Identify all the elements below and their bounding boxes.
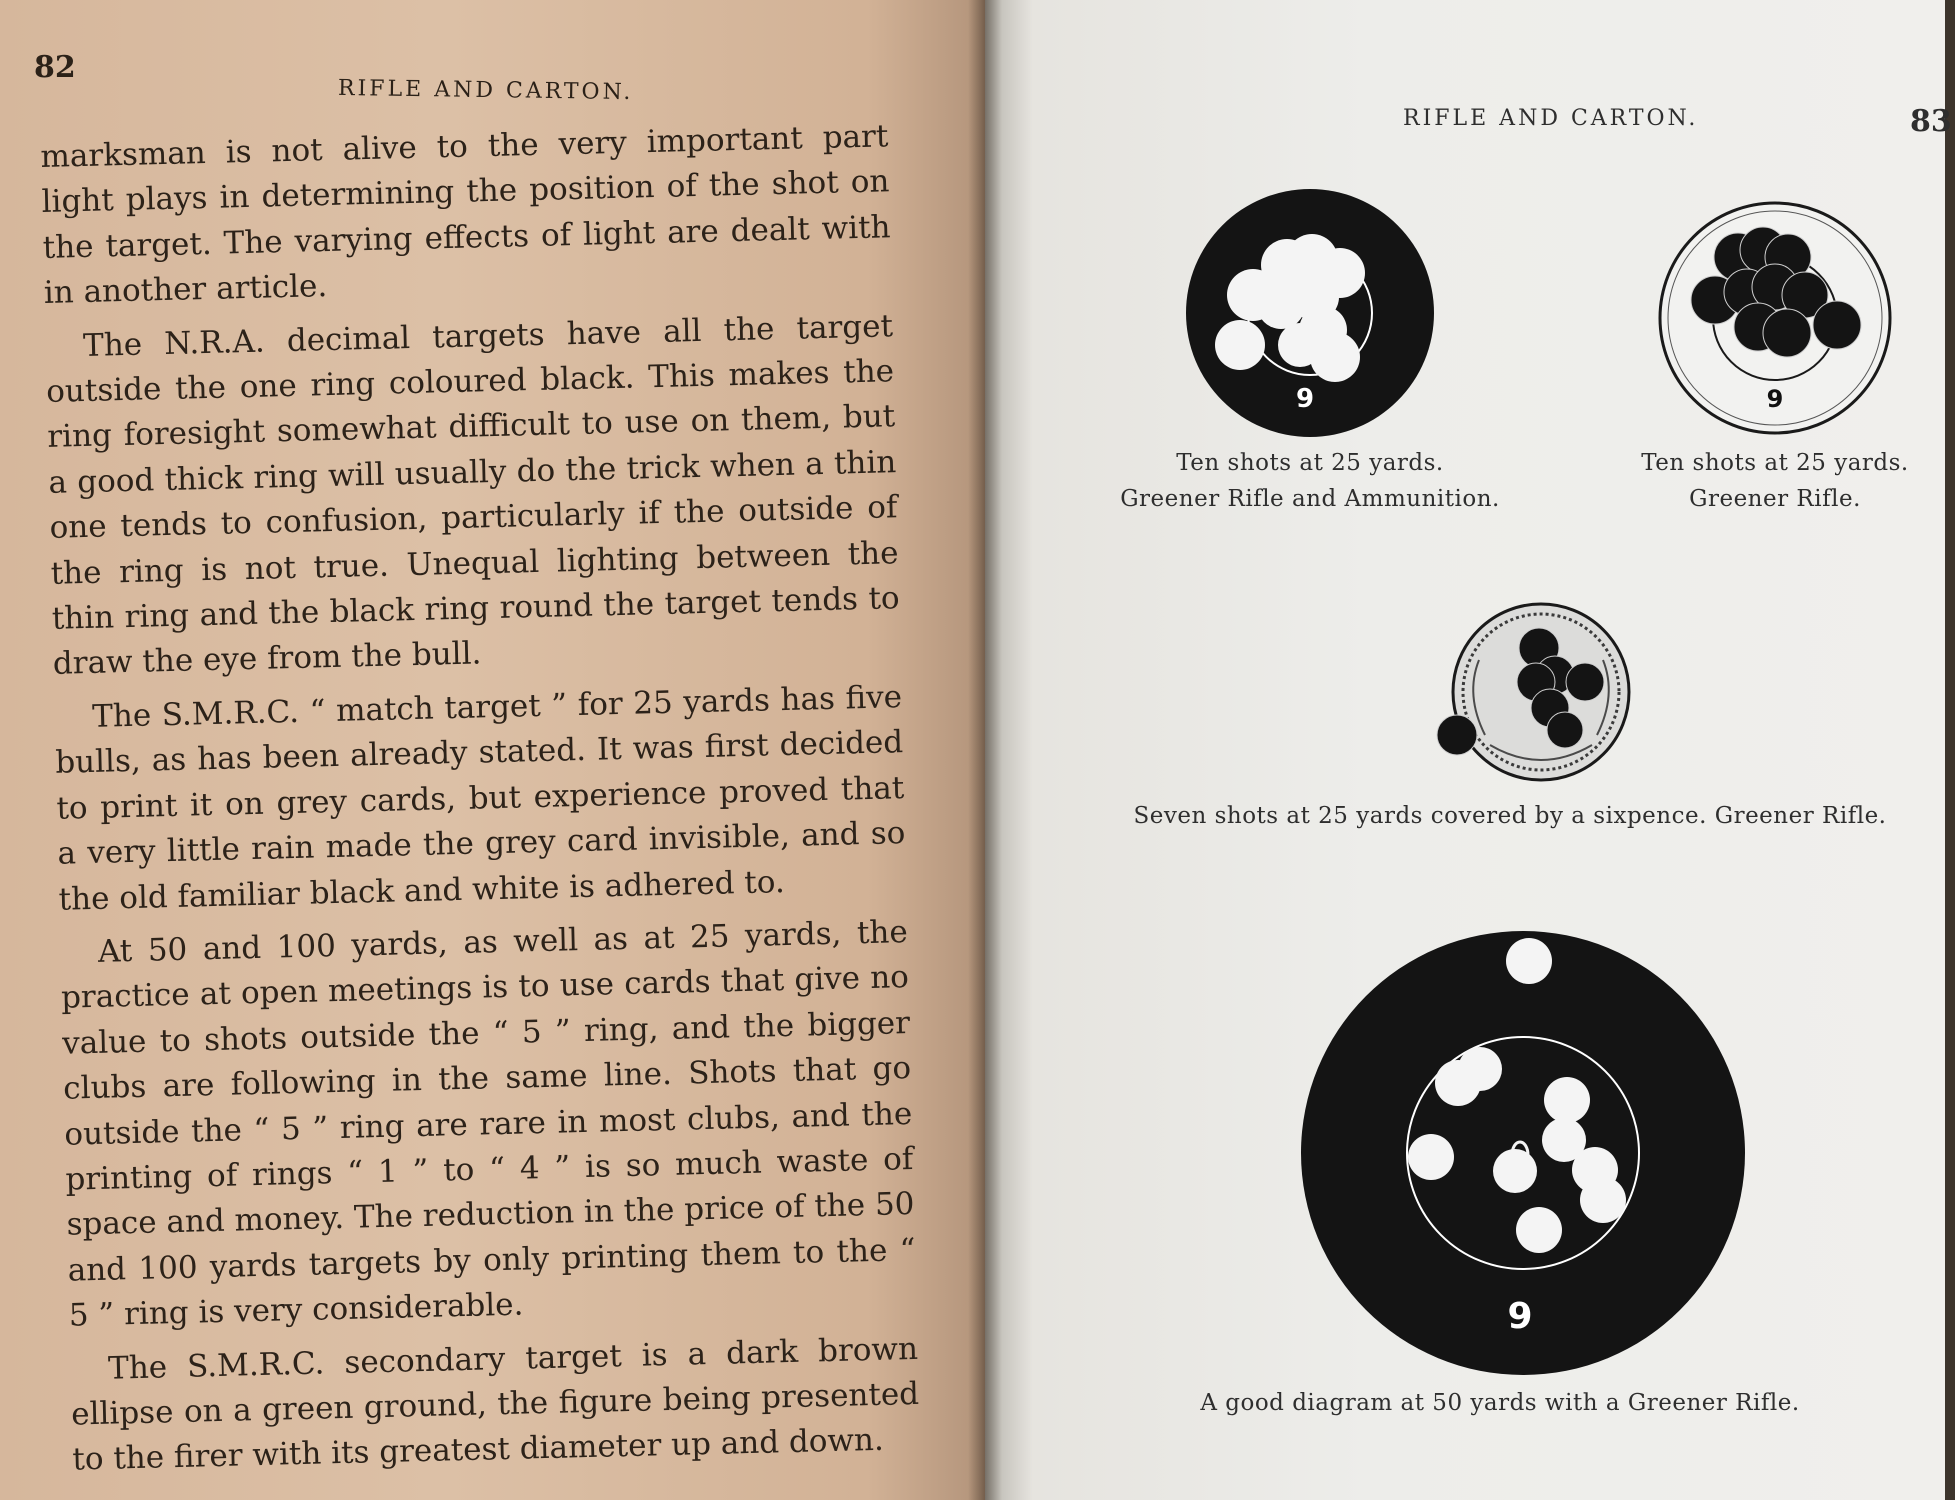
ring-label: 9 <box>1507 1296 1533 1337</box>
caption-line: Greener Rifle. <box>1689 486 1861 512</box>
ring-label: 9 <box>1295 384 1315 414</box>
caption-line: Greener Rifle and Ammunition. <box>1120 486 1500 512</box>
caption-figure-2 <box>1595 445 1955 517</box>
page-number-left: 82 <box>34 50 76 85</box>
body-text <box>40 114 921 1491</box>
caption-figure-3 <box>1125 798 1895 834</box>
paragraph-4: At 50 and 100 yards, as well as at 25 yards, the practice at open meetings is to use cards that give no value to shots outside the “ 5 ” ring, and the bigger clubs are following in the same line. Shots that go outside the “ 5 ” ring are rare in most clubs, and the printing of rings “ 1 ” to “ 4 ” is so much waste of space and money. The reduction in the price of the 50 and 100 yards targets by only printing them to the “ 5 ” ring is very considerable. <box>60 913 916 1334</box>
sixpence-figure <box>1435 600 1635 785</box>
caption-line: Ten shots at 25 yards. <box>1176 450 1444 476</box>
ring-label: 9 <box>1766 385 1784 413</box>
right-page <box>985 0 1952 1500</box>
paragraph-1: marksman is not alive to the very important part light plays in determining the position of the shot on the target. The varying effects of light are dealt with in another article. <box>40 118 891 312</box>
caption-figure-1 <box>1120 445 1500 517</box>
caption-line: Seven shots at 25 yards covered by a sixpence. Greener Rifle. <box>1133 803 1887 829</box>
paragraph-5: The S.M.R.C. secondary target is a dark brown ellipse on a green ground, the figure being presented to the firer with its greatest diameter up and down. <box>70 1330 920 1478</box>
caption-figure-4 <box>1165 1385 1835 1421</box>
book-gutter <box>968 0 1002 1500</box>
target-figure-1 <box>1185 185 1445 445</box>
running-head-left: RIFLE AND CARTON. <box>337 75 634 106</box>
target-figure-2 <box>1655 195 1905 445</box>
page-number-right: 83 <box>1910 104 1952 139</box>
running-head-right: RIFLE AND CARTON. <box>1403 106 1699 131</box>
paragraph-2: The N.R.A. decimal targets have all the target outside the one ring coloured black. This makes the ring foresight somewhat difficult to use on them, but a good thick ring will usually do the trick when a thin one tends to confusion, particularly if the outside of the ring is not true. Unequal lighting between the thin ring and the black ring round the target tends to draw the eye from the bull. <box>45 307 901 683</box>
caption-line: Ten shots at 25 yards. <box>1641 450 1909 476</box>
caption-line: A good diagram at 50 yards with a Greener Rifle. <box>1200 1390 1800 1416</box>
target-figure-4 <box>1285 925 1765 1385</box>
paragraph-3: The S.M.R.C. “ match target ” for 25 yards has five bulls, as has been already stated. It was first decided to print it on grey cards, but experience proved that a very little rain made the grey card invisible, and so the old familiar black and white is adhered to. <box>54 678 906 918</box>
